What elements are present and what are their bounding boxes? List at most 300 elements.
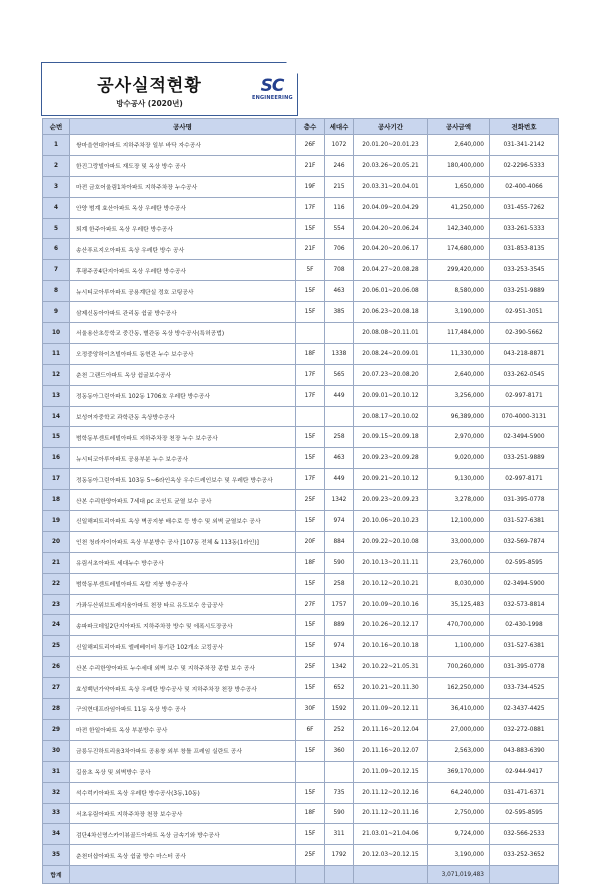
- units-cell: 974: [325, 511, 354, 532]
- row-number-cell: 25: [43, 636, 70, 657]
- total-empty: [70, 866, 296, 884]
- project-name-cell: 신일해피트리아파트 엘레베이터 통기관 102개소 코킹공사: [70, 636, 296, 657]
- project-name-cell: 춘천더샵아파트 옥상 쉼굴 방수 마스터 공사: [70, 845, 296, 866]
- units-cell: 258: [325, 427, 354, 448]
- project-name-cell: 금릉두진하트리움3차아파트 공용창 외부 창틀 프레임 실란트 공사: [70, 740, 296, 761]
- col-header-no: 순번: [43, 119, 70, 135]
- units-cell: 215: [325, 176, 354, 197]
- amount-cell: 41,250,000: [428, 197, 490, 218]
- units-cell: [325, 406, 354, 427]
- floors-cell: 20F: [296, 531, 325, 552]
- table-row: [43, 406, 559, 427]
- project-name-cell: 마전 한일아파트 옥상 부분방수 공사: [70, 719, 296, 740]
- table-row: [43, 719, 559, 740]
- phone-cell: 033-734-4525: [490, 678, 559, 699]
- period-cell: 20.10.12~20.10.21: [354, 573, 428, 594]
- floors-cell: 15F: [296, 511, 325, 532]
- amount-cell: 117,484,000: [428, 323, 490, 344]
- project-name-cell: 후평주공4단지아파트 옥상 우레탄 방수공사: [70, 260, 296, 281]
- units-cell: 252: [325, 719, 354, 740]
- row-number-cell: 20: [43, 531, 70, 552]
- row-number-cell: 7: [43, 260, 70, 281]
- col-header-amount: 공사금액: [428, 119, 490, 135]
- amount-cell: 96,389,000: [428, 406, 490, 427]
- amount-cell: 2,750,000: [428, 803, 490, 824]
- floors-cell: 26F: [296, 135, 325, 156]
- table-row: [43, 740, 559, 761]
- period-cell: 20.09.22~20.10.08: [354, 531, 428, 552]
- table-row: [43, 824, 559, 845]
- project-name-cell: 가좌두산위브트레지움아파트 천장 타르 유도보수 응급공사: [70, 594, 296, 615]
- amount-cell: 23,760,000: [428, 552, 490, 573]
- floors-cell: 15F: [296, 427, 325, 448]
- floors-cell: 17F: [296, 364, 325, 385]
- table-row: [43, 803, 559, 824]
- floors-cell: 15F: [296, 448, 325, 469]
- units-cell: 884: [325, 531, 354, 552]
- amount-cell: 2,640,000: [428, 135, 490, 156]
- units-cell: 1592: [325, 699, 354, 720]
- amount-cell: 180,400,000: [428, 155, 490, 176]
- col-header-name: 공사명: [70, 119, 296, 135]
- floors-cell: 17F: [296, 197, 325, 218]
- table-row: [43, 364, 559, 385]
- amount-cell: 3,256,000: [428, 385, 490, 406]
- project-name-cell: 쌍마을현대아파트 지하주차장 일부 바닥 자수공사: [70, 135, 296, 156]
- table-header-row: [43, 119, 559, 135]
- floors-cell: 21F: [296, 155, 325, 176]
- period-cell: 20.10.09~20.10.16: [354, 594, 428, 615]
- period-cell: 20.09.15~20.09.18: [354, 427, 428, 448]
- table-row: [43, 699, 559, 720]
- project-name-cell: 삼제신동아아파트 관리동 쉼굴 방수공사: [70, 302, 296, 323]
- floors-cell: 15F: [296, 636, 325, 657]
- amount-cell: 3,190,000: [428, 302, 490, 323]
- period-cell: 20.11.12~20.12.16: [354, 782, 428, 803]
- phone-cell: 032-573-8814: [490, 594, 559, 615]
- row-number-cell: 18: [43, 490, 70, 511]
- period-cell: 20.01.20~20.01.23: [354, 135, 428, 156]
- col-header-phone: 전화번호: [490, 119, 559, 135]
- floors-cell: 15F: [296, 218, 325, 239]
- phone-cell: 02-430-1998: [490, 615, 559, 636]
- floors-cell: 25F: [296, 657, 325, 678]
- amount-cell: 2,970,000: [428, 427, 490, 448]
- row-number-cell: 2: [43, 155, 70, 176]
- table-row: [43, 197, 559, 218]
- floors-cell: 17F: [296, 469, 325, 490]
- table-row: [43, 657, 559, 678]
- table-row: [43, 448, 559, 469]
- phone-cell: 02-951-3051: [490, 302, 559, 323]
- period-cell: 20.04.27~20.08.28: [354, 260, 428, 281]
- row-number-cell: 24: [43, 615, 70, 636]
- phone-cell: 031-395-0778: [490, 657, 559, 678]
- period-cell: 20.11.12~20.11.16: [354, 803, 428, 824]
- row-number-cell: 6: [43, 239, 70, 260]
- units-cell: 246: [325, 155, 354, 176]
- period-cell: 20.09.01~20.10.12: [354, 385, 428, 406]
- project-name-cell: 검단4차신명스카이뷰골드아파트 옥상 금속기와 방수공사: [70, 824, 296, 845]
- phone-cell: 02-595-8595: [490, 803, 559, 824]
- table-row: [43, 573, 559, 594]
- phone-cell: 02-3494-5900: [490, 573, 559, 594]
- phone-cell: 031-527-6381: [490, 636, 559, 657]
- table-row: [43, 302, 559, 323]
- project-name-cell: 송산푸르지오아파트 옥상 우레탄 방수 공사: [70, 239, 296, 260]
- table-row: [43, 552, 559, 573]
- project-name-cell: 서울용산초등학교 중간동, 별관동 옥상 방수공사(특허공법): [70, 323, 296, 344]
- amount-cell: 3,278,000: [428, 490, 490, 511]
- logo-text: ENGINEERING: [252, 95, 293, 101]
- table-row: [43, 239, 559, 260]
- project-name-cell: 산본 수리한양아파트 누수세대 외벽 보수 및 지하주차장 종합 보수 공사: [70, 657, 296, 678]
- floors-cell: 15F: [296, 678, 325, 699]
- project-name-cell: 석수럭키아파트 옥상 우레탄 방수공사(3동,10동): [70, 782, 296, 803]
- page-title: 공사실적현황: [97, 76, 202, 96]
- row-number-cell: 14: [43, 406, 70, 427]
- period-cell: 20.06.01~20.06.08: [354, 281, 428, 302]
- table-row: [43, 218, 559, 239]
- units-cell: 311: [325, 824, 354, 845]
- floors-cell: 18F: [296, 552, 325, 573]
- table-row: [43, 511, 559, 532]
- project-name-cell: 춘천 그랜드아파트 옥상 쉼굴보수공사: [70, 364, 296, 385]
- units-cell: 1342: [325, 657, 354, 678]
- col-header-floors: 층수: [296, 119, 325, 135]
- total-amount: 3,071,019,483: [428, 866, 490, 884]
- total-empty: [490, 866, 559, 884]
- units-cell: 565: [325, 364, 354, 385]
- amount-cell: 33,000,000: [428, 531, 490, 552]
- floors-cell: 25F: [296, 845, 325, 866]
- floors-cell: [296, 323, 325, 344]
- project-name-cell: 유림서초아파트 세대누수 방수공사: [70, 552, 296, 573]
- period-cell: 20.04.09~20.04.29: [354, 197, 428, 218]
- row-number-cell: 11: [43, 343, 70, 364]
- row-number-cell: 3: [43, 176, 70, 197]
- units-cell: 449: [325, 469, 354, 490]
- table-row: [43, 155, 559, 176]
- row-number-cell: 32: [43, 782, 70, 803]
- total-empty: [325, 866, 354, 884]
- units-cell: 1338: [325, 343, 354, 364]
- table-body: [43, 135, 559, 866]
- period-cell: 20.11.09~20.12.11: [354, 699, 428, 720]
- col-header-period: 공사기간: [354, 119, 428, 135]
- phone-cell: 043-218-8871: [490, 343, 559, 364]
- period-cell: 20.04.20~20.06.24: [354, 218, 428, 239]
- units-cell: 1792: [325, 845, 354, 866]
- units-cell: 463: [325, 448, 354, 469]
- table-row: [43, 323, 559, 344]
- project-name-cell: 안양 범계 효산아파트 옥상 우레탄 방수공사: [70, 197, 296, 218]
- phone-cell: 032-569-7874: [490, 531, 559, 552]
- phone-cell: 02-997-8171: [490, 385, 559, 406]
- floors-cell: 5F: [296, 260, 325, 281]
- units-cell: 463: [325, 281, 354, 302]
- phone-cell: 033-262-0545: [490, 364, 559, 385]
- row-number-cell: 10: [43, 323, 70, 344]
- amount-cell: 369,170,000: [428, 761, 490, 782]
- period-cell: 20.09.23~20.09.23: [354, 490, 428, 511]
- phone-cell: 043-883-6390: [490, 740, 559, 761]
- amount-cell: 162,250,000: [428, 678, 490, 699]
- phone-cell: 02-3437-4425: [490, 699, 559, 720]
- table-row: [43, 427, 559, 448]
- row-number-cell: 9: [43, 302, 70, 323]
- phone-cell: 070-4000-3131: [490, 406, 559, 427]
- row-number-cell: 19: [43, 511, 70, 532]
- phone-cell: 033-261-5333: [490, 218, 559, 239]
- units-cell: [325, 761, 354, 782]
- units-cell: 889: [325, 615, 354, 636]
- amount-cell: 35,125,483: [428, 594, 490, 615]
- project-name-cell: 효성백년가약아파트 옥상 우레탄 방수공사 및 지하주차장 천장 방수공사: [70, 678, 296, 699]
- floors-cell: 21F: [296, 239, 325, 260]
- project-name-cell: 오정중앙하이츠빌아파트 동현관 누수 보수공사: [70, 343, 296, 364]
- phone-cell: 032-272-0881: [490, 719, 559, 740]
- company-logo: [252, 77, 292, 101]
- row-number-cell: 31: [43, 761, 70, 782]
- amount-cell: 11,330,000: [428, 343, 490, 364]
- period-cell: 20.11.09~20.12.15: [354, 761, 428, 782]
- table-row: [43, 531, 559, 552]
- period-cell: 20.10.22~21.05.31: [354, 657, 428, 678]
- row-number-cell: 28: [43, 699, 70, 720]
- floors-cell: 17F: [296, 385, 325, 406]
- phone-cell: 02-390-5662: [490, 323, 559, 344]
- total-empty: [354, 866, 428, 884]
- amount-cell: 9,130,000: [428, 469, 490, 490]
- period-cell: 20.08.17~20.10.02: [354, 406, 428, 427]
- period-cell: 20.06.23~20.08.18: [354, 302, 428, 323]
- row-number-cell: 13: [43, 385, 70, 406]
- project-name-cell: 뉴시티코아루아파트 공용계단실 정호 코팅공사: [70, 281, 296, 302]
- period-cell: 20.10.26~20.12.17: [354, 615, 428, 636]
- row-number-cell: 12: [43, 364, 70, 385]
- phone-cell: 031-471-6371: [490, 782, 559, 803]
- period-cell: 20.11.16~20.12.07: [354, 740, 428, 761]
- amount-cell: 27,000,000: [428, 719, 490, 740]
- phone-cell: 02-997-8171: [490, 469, 559, 490]
- phone-cell: 02-400-4066: [490, 176, 559, 197]
- units-cell: 1342: [325, 490, 354, 511]
- table-row: [43, 615, 559, 636]
- floors-cell: 15F: [296, 573, 325, 594]
- phone-cell: 02-944-9417: [490, 761, 559, 782]
- period-cell: 20.09.21~20.10.12: [354, 469, 428, 490]
- floors-cell: 6F: [296, 719, 325, 740]
- project-name-cell: 뉴시티코아루아파트 공용부분 누수 보수공사: [70, 448, 296, 469]
- period-cell: 20.03.26~20.05.21: [354, 155, 428, 176]
- project-name-cell: 퇴계 한주아파트 옥상 우레탄 방수공사: [70, 218, 296, 239]
- floors-cell: 15F: [296, 281, 325, 302]
- phone-cell: 033-251-9889: [490, 448, 559, 469]
- row-number-cell: 4: [43, 197, 70, 218]
- units-cell: [325, 323, 354, 344]
- row-number-cell: 34: [43, 824, 70, 845]
- row-number-cell: 23: [43, 594, 70, 615]
- amount-cell: 64,240,000: [428, 782, 490, 803]
- units-cell: 706: [325, 239, 354, 260]
- page-subtitle: 방수공사 (2020년): [116, 99, 183, 108]
- floors-cell: 15F: [296, 782, 325, 803]
- phone-cell: 031-527-6381: [490, 511, 559, 532]
- table-row: [43, 281, 559, 302]
- period-cell: 20.04.20~20.06.17: [354, 239, 428, 260]
- row-number-cell: 16: [43, 448, 70, 469]
- table-row: [43, 135, 559, 156]
- units-cell: 1072: [325, 135, 354, 156]
- period-cell: 20.10.16~20.10.18: [354, 636, 428, 657]
- floors-cell: 15F: [296, 740, 325, 761]
- units-cell: 385: [325, 302, 354, 323]
- row-number-cell: 33: [43, 803, 70, 824]
- project-name-cell: 산본 수리한양아파트 7세대 pc 조인트 균열 보수 공사: [70, 490, 296, 511]
- amount-cell: 700,260,000: [428, 657, 490, 678]
- project-name-cell: 길음초 옥상 및 외벽방수 공사: [70, 761, 296, 782]
- units-cell: 590: [325, 552, 354, 573]
- project-name-cell: 한진그랑빌아파트 재도장 및 옥상 방수 공사: [70, 155, 296, 176]
- amount-cell: 12,100,000: [428, 511, 490, 532]
- floors-cell: 18F: [296, 343, 325, 364]
- floors-cell: 15F: [296, 302, 325, 323]
- phone-cell: 033-253-3545: [490, 260, 559, 281]
- period-cell: 20.07.23~20.08.20: [354, 364, 428, 385]
- row-number-cell: 30: [43, 740, 70, 761]
- row-number-cell: 26: [43, 657, 70, 678]
- period-cell: 20.10.13~20.11.11: [354, 552, 428, 573]
- row-number-cell: 22: [43, 573, 70, 594]
- amount-cell: 8,580,000: [428, 281, 490, 302]
- table-row: [43, 490, 559, 511]
- phone-cell: 031-853-8135: [490, 239, 559, 260]
- project-name-cell: 송파파크데일2단지아파트 지하주차장 방수 및 에폭시도장공사: [70, 615, 296, 636]
- phone-cell: 031-341-2142: [490, 135, 559, 156]
- units-cell: 1757: [325, 594, 354, 615]
- phone-cell: 031-395-0778: [490, 490, 559, 511]
- phone-cell: 02-3494-5900: [490, 427, 559, 448]
- row-number-cell: 15: [43, 427, 70, 448]
- row-number-cell: 21: [43, 552, 70, 573]
- amount-cell: 142,340,000: [428, 218, 490, 239]
- floors-cell: 15F: [296, 615, 325, 636]
- project-name-cell: 신일해피트리아파트 옥상 벽공지붕 배수로 등 방수 및 외벽 균열보수 공사: [70, 511, 296, 532]
- row-number-cell: 17: [43, 469, 70, 490]
- amount-cell: 1,100,000: [428, 636, 490, 657]
- period-cell: 21.03.01~21.04.06: [354, 824, 428, 845]
- period-cell: 20.11.16~20.12.04: [354, 719, 428, 740]
- floors-cell: [296, 761, 325, 782]
- units-cell: 590: [325, 803, 354, 824]
- col-header-units: 세대수: [325, 119, 354, 135]
- floors-cell: 30F: [296, 699, 325, 720]
- amount-cell: 9,724,000: [428, 824, 490, 845]
- table-row: [43, 260, 559, 281]
- amount-cell: 2,640,000: [428, 364, 490, 385]
- floors-cell: 15F: [296, 824, 325, 845]
- table-row: [43, 761, 559, 782]
- total-empty: [296, 866, 325, 884]
- total-label: 합계: [43, 866, 70, 884]
- units-cell: 258: [325, 573, 354, 594]
- row-number-cell: 29: [43, 719, 70, 740]
- row-number-cell: 5: [43, 218, 70, 239]
- floors-cell: [296, 406, 325, 427]
- units-cell: 735: [325, 782, 354, 803]
- amount-cell: 174,680,000: [428, 239, 490, 260]
- amount-cell: 299,420,000: [428, 260, 490, 281]
- project-name-cell: 범학동부센트레빌아파트 지하주차장 천장 누수 보수공사: [70, 427, 296, 448]
- table-row: [43, 594, 559, 615]
- project-name-cell: 범학동부센트레빌아파트 옥탑 지붕 방수공사: [70, 573, 296, 594]
- floors-cell: 19F: [296, 176, 325, 197]
- amount-cell: 3,190,000: [428, 845, 490, 866]
- project-name-cell: 보성여자중학교 과학관동 옥상방수공사: [70, 406, 296, 427]
- project-table: [42, 118, 559, 884]
- table-row: [43, 176, 559, 197]
- project-name-cell: 정동동아그린아파트 102동 1706호 우레탄 방수공사: [70, 385, 296, 406]
- title-box-corner: [286, 62, 298, 74]
- amount-cell: 8,030,000: [428, 573, 490, 594]
- total-row: [43, 866, 559, 884]
- units-cell: 449: [325, 385, 354, 406]
- amount-cell: 1,650,000: [428, 176, 490, 197]
- table-row: [43, 343, 559, 364]
- row-number-cell: 35: [43, 845, 70, 866]
- phone-cell: 033-252-3652: [490, 845, 559, 866]
- period-cell: 20.12.03~20.12.15: [354, 845, 428, 866]
- floors-cell: 25F: [296, 490, 325, 511]
- units-cell: 554: [325, 218, 354, 239]
- units-cell: 974: [325, 636, 354, 657]
- units-cell: 708: [325, 260, 354, 281]
- floors-cell: 18F: [296, 803, 325, 824]
- period-cell: 20.10.06~20.10.23: [354, 511, 428, 532]
- phone-cell: 031-455-7262: [490, 197, 559, 218]
- project-name-cell: 인천 청라자이아파트 옥상 부분방수 공사 [107동 전체 & 113동(1라인)]: [70, 531, 296, 552]
- project-name-cell: 마전 금호어울림1차아파트 지하주차장 누수공사: [70, 176, 296, 197]
- row-number-cell: 27: [43, 678, 70, 699]
- floors-cell: 27F: [296, 594, 325, 615]
- amount-cell: 9,020,000: [428, 448, 490, 469]
- table-row: [43, 782, 559, 803]
- table-row: [43, 385, 559, 406]
- row-number-cell: 8: [43, 281, 70, 302]
- phone-cell: 032-566-2533: [490, 824, 559, 845]
- period-cell: 20.03.31~20.04.01: [354, 176, 428, 197]
- table-row: [43, 469, 559, 490]
- project-name-cell: 구의현대프라임아파트 11동 옥상 방수 공사: [70, 699, 296, 720]
- units-cell: 652: [325, 678, 354, 699]
- project-name-cell: 정동동아그린아파트 103동 5~6라인옥상 우수드레인보수 및 우레탄 방수공사: [70, 469, 296, 490]
- table-row: [43, 678, 559, 699]
- phone-cell: 02-595-8595: [490, 552, 559, 573]
- amount-cell: 36,410,000: [428, 699, 490, 720]
- period-cell: 20.10.21~20.11.30: [354, 678, 428, 699]
- units-cell: 116: [325, 197, 354, 218]
- table-row: [43, 636, 559, 657]
- row-number-cell: 1: [43, 135, 70, 156]
- phone-cell: 033-251-9889: [490, 281, 559, 302]
- amount-cell: 470,700,000: [428, 615, 490, 636]
- units-cell: 360: [325, 740, 354, 761]
- logo-mark: SC: [260, 76, 284, 96]
- period-cell: 20.08.24~20.09.01: [354, 343, 428, 364]
- period-cell: 20.09.23~20.09.28: [354, 448, 428, 469]
- phone-cell: 02-2296-5333: [490, 155, 559, 176]
